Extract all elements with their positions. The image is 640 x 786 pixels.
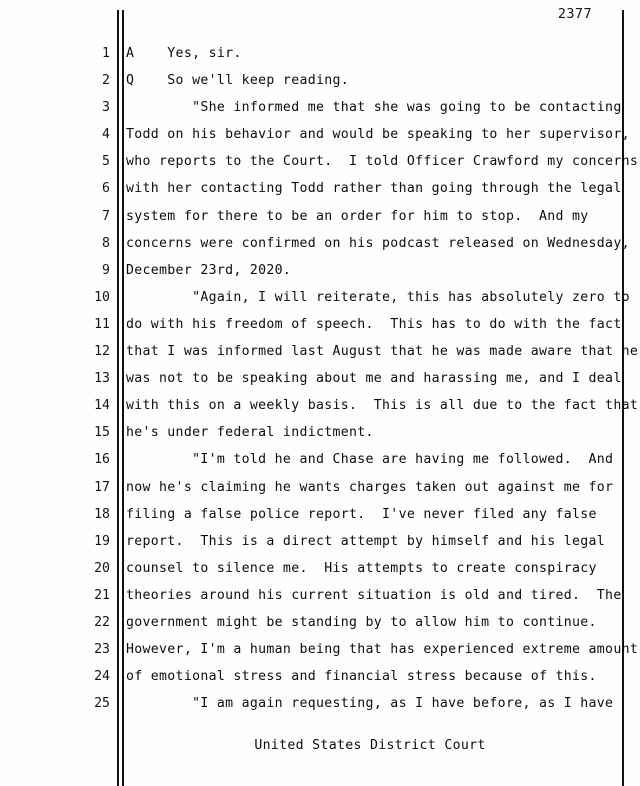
line-number: 21 (94, 587, 110, 603)
line-number: 8 (102, 235, 110, 251)
line-number: 3 (102, 100, 110, 116)
line-text: counsel to silence me. His attempts to create conspiracy (126, 560, 597, 576)
line-text: A Yes, sir. (126, 46, 242, 61)
line-text: government might be standing by to allow him to continue. (126, 614, 597, 630)
line-text: December 23rd, 2020. (126, 262, 292, 278)
line-text: with this on a weekly basis. This is all due to the fact that (126, 398, 639, 414)
line-text: report. This is a direct attempt by himself and his legal (126, 533, 606, 549)
line-number: 10 (94, 289, 110, 305)
page-footer: United States District Court (254, 738, 486, 753)
transcript-line (0, 121, 640, 148)
line-text: system for there to be an order for him to stop. And my (126, 208, 589, 224)
line-number: 13 (94, 371, 110, 387)
line-text: do with his freedom of speech. This has to do with the fact (126, 316, 622, 332)
transcript-line (0, 175, 640, 202)
line-number: 15 (94, 425, 110, 441)
line-text: theories around his current situation is old and tired. The (126, 587, 622, 603)
line-text: filing a false police report. I've never filed any false (126, 506, 597, 522)
line-number: 23 (94, 642, 110, 658)
line-number: 6 (102, 181, 110, 197)
line-text: that I was informed last August that he was made aware that he (126, 344, 639, 360)
line-text: was not to be speaking about me and harassing me, and I deal (126, 371, 622, 387)
line-number: 24 (94, 669, 110, 685)
transcript-line (0, 636, 640, 663)
transcript-line (0, 555, 640, 582)
line-text: he's under federal indictment. (126, 425, 374, 441)
transcript-line (0, 582, 640, 609)
line-text: who reports to the Court. I told Officer Crawford my concerns (126, 154, 639, 170)
line-text: "She informed me that she was going to be contacting (126, 100, 622, 116)
transcript-line (0, 311, 640, 338)
transcript-line (0, 338, 640, 365)
transcript-line (0, 528, 640, 555)
line-text: with her contacting Todd rather than going through the legal (126, 181, 622, 197)
transcript-body (0, 40, 640, 717)
transcript-line (0, 40, 640, 67)
line-number: 22 (94, 614, 110, 630)
line-number: 7 (102, 208, 110, 224)
line-text: concerns were confirmed on his podcast released on Wednesday, (126, 235, 630, 251)
transcript-line (0, 392, 640, 419)
transcript-line (0, 446, 640, 473)
transcript-line (0, 257, 640, 284)
transcript-line (0, 67, 640, 94)
line-number: 12 (94, 344, 110, 360)
line-number: 4 (102, 127, 110, 143)
transcript-line (0, 94, 640, 121)
line-number: 14 (94, 398, 110, 414)
transcript-line (0, 230, 640, 257)
line-text: Q So we'll keep reading. (126, 73, 350, 89)
line-text: Todd on his behavior and would be speaking to her supervisor, (126, 127, 630, 143)
transcript-line (0, 474, 640, 501)
transcript-line (0, 365, 640, 392)
transcript-line (0, 690, 640, 717)
line-number: 25 (94, 696, 110, 712)
line-text: However, I'm a human being that has experienced extreme amount (126, 642, 639, 658)
line-text: of emotional stress and financial stress because of this. (126, 669, 597, 685)
line-number: 11 (94, 316, 110, 332)
line-text: "I'm told he and Chase are having me followed. And (126, 452, 614, 468)
line-number: 18 (94, 506, 110, 522)
page-number: 2377 (557, 6, 592, 22)
transcript-line (0, 419, 640, 446)
transcript-line (0, 284, 640, 311)
line-text: "I am again requesting, as I have before, as I have (126, 696, 614, 712)
line-number: 1 (102, 46, 110, 61)
line-text: "Again, I will reiterate, this has absolutely zero to (126, 289, 630, 305)
line-number: 2 (102, 73, 110, 89)
line-number: 16 (94, 452, 110, 468)
transcript-line (0, 203, 640, 230)
line-number: 9 (102, 262, 110, 278)
line-number: 19 (94, 533, 110, 549)
transcript-line (0, 609, 640, 636)
line-number: 5 (102, 154, 110, 170)
line-number: 17 (94, 479, 110, 495)
transcript-line (0, 501, 640, 528)
line-text: now he's claiming he wants charges taken out against me for (126, 479, 614, 495)
transcript-line (0, 148, 640, 175)
line-number: 20 (94, 560, 110, 576)
transcript-line (0, 663, 640, 690)
